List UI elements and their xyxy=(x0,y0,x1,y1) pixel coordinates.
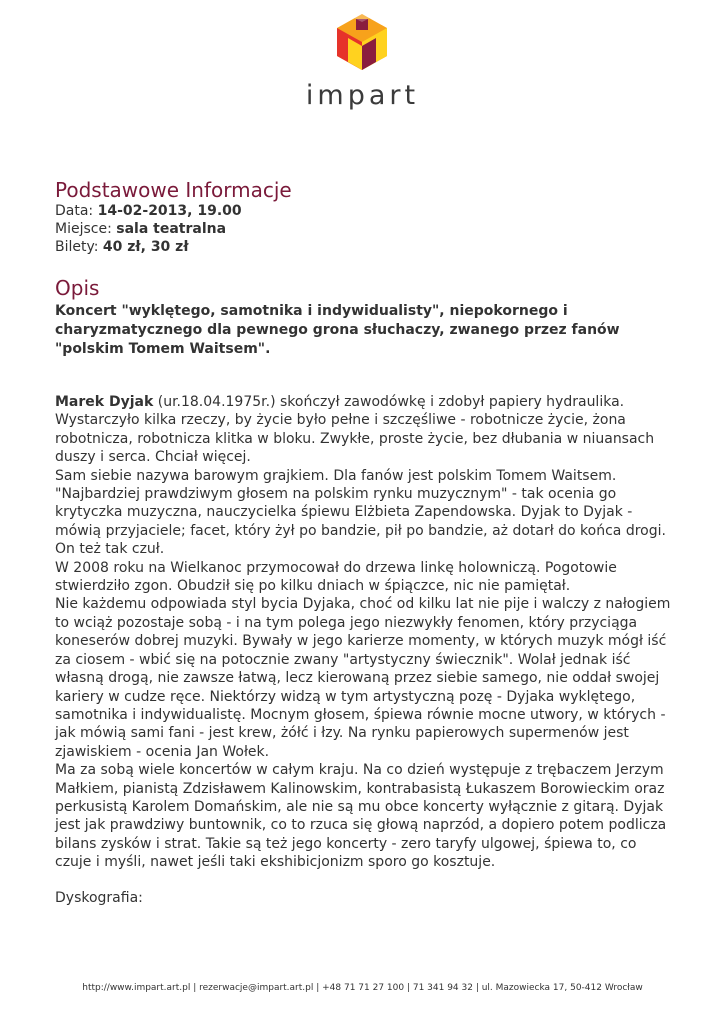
tickets-value: 40 zł, 30 zł xyxy=(102,239,189,255)
paragraph-1-text: (ur.18.04.1975r.) skończył zawodówkę i zdobył papiery hydraulika. Wystarczyło kilka rzeczy, by życie było pełne i szczęśliwe - robotnicze życie, żona robotnicza, robotnicza klitka w bloku. Zwykłe, proste życie, bez dłubania w niuansach duszy i serca. Chciał więcej. xyxy=(55,394,655,466)
impart-logo-icon xyxy=(312,14,412,84)
paragraph-2: Sam siebie nazywa barowym grajkiem. Dla fanów jest polskim Tomem Waitsem. "Najbardziej prawdziwym głosem na polskim rynku muzycznym" - tak ocenia go krytyczka muzyczna, nauczycielka śpiewu Elżbieta Zapendowska. Dyjak to Dyjak - mówią przyjaciele; facet, który żył po bandzie, pił po bandzie, aż dotarł do końca drogi. On też tak czuł. xyxy=(55,467,666,558)
paragraph-1 xyxy=(55,393,675,467)
place-label: Miejsce: xyxy=(55,221,117,237)
paragraph-4: Nie każdemu odpowiada styl bycia Dyjaka, choć od kilku lat nie pije i walczy z nałogiem to wciąż pozostaje sobą - i na tym polega jego niezwykły fenomen, który przyciąga koneserów dobrej muzyki. Bywały w jego karierze momenty, w których muzyk mógł iść za ciosem - wbić się na potocznie zwany "artystyczny świecznik". Wolał jednak iść własną drogą, nie zawsze łatwą, lecz kierowaną przez siebie samego, nie oddał swojej kariery w cudze ręce. Niektórzy widzą w tym artystyczną pozę - Dyjaka wyklętego, samotnika i indywidualistę. Mocnym głosem, śpiewa równie mocne utwory, w których - jak mówią sami fani - jest krew, żółć i łzy. Na rynku papierowych supermenów jest zjawiskiem - ocenia Jan Wołek. xyxy=(55,596,671,760)
brand-name: impart xyxy=(305,80,420,111)
lead-paragraph: Koncert "wyklętego, samotnika i indywidualisty", niepokornego i charyzmatycznego dla pewnego grona słuchaczy, zwanego przez fanów "polskim Tomem Waitsem". xyxy=(55,303,620,357)
document-content xyxy=(55,178,675,906)
tickets-label: Bilety: xyxy=(55,239,103,255)
place-value: sala teatralna xyxy=(116,221,227,237)
footer-contact: http://www.impart.art.pl | rezerwacje@impart.art.pl | +48 71 71 27 100 | 71 341 94 32 | ul. Mazowiecka 17, 50-412 Wrocław xyxy=(82,983,643,993)
date-value: 14-02-2013, 19.00 xyxy=(97,203,242,219)
artist-name: Marek Dyjak xyxy=(55,394,154,410)
description-body xyxy=(55,393,675,872)
paragraph-5: Ma za sobą wiele koncertów w całym kraju. Na co dzień występuje z trębaczem Jerzym Małkiem, pianistą Zdzisławem Kalinowskim, kontrabasistą Łukaszem Borowieckim oraz perkusistą Karolem Domańskim, ale nie są mu obce koncerty wyłącznie z gitarą. Dyjak jest jak prawdziwy buntownik, co to rzuca się głową naprzód, a dopiero potem podlicza bilans zysków i strat. Takie są też jego koncerty - zero taryfy ulgowej, śpiewa to, co czuje i myśli, nawet jeśli taki ekshibicjonizm sporo go kosztuje. xyxy=(55,762,667,871)
date-label: Data: xyxy=(55,203,98,219)
discography-label: Dyskografia: xyxy=(55,889,143,906)
info-heading: Podstawowe Informacje xyxy=(55,178,292,202)
tickets-line xyxy=(55,238,675,256)
date-line xyxy=(55,202,675,220)
place-line xyxy=(55,220,675,238)
opis-heading: Opis xyxy=(55,276,100,300)
paragraph-3: W 2008 roku na Wielkanoc przymocował do drzewa linkę holowniczą. Pogotowie stwierdziło zgon. Obudził się po kilku dniach w śpiączce, nic nie pamiętał. xyxy=(55,559,617,595)
